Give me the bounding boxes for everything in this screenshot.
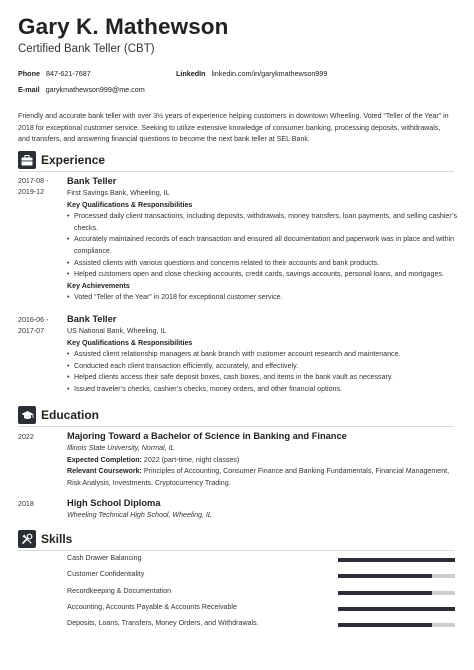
- job-1: [67, 175, 457, 304]
- education-section-header: [18, 406, 99, 424]
- contact-email-value[interactable]: garykmathewson999@me.com: [45, 85, 145, 94]
- education-1-completion-value: 2022 (part-time, night classes): [143, 455, 240, 464]
- skill-level-fill: [338, 623, 432, 627]
- skill-name: Customer Confidentiality: [67, 570, 145, 579]
- job-1-achievements-label: Key Achievements: [67, 281, 130, 290]
- job-1-qualifications-label: Key Qualifications & Responsibilities: [67, 200, 193, 209]
- summary-paragraph: Friendly and accurate bank teller with over 3½ years of experience helping customers in downtown Wheeling. Voted “Teller of the Year” in 2018 for exceptional customer service. Seeking to utilize extensive knowledge of consumer banking, processing deposits, withdrawals, and transfers, and answering financial questions to become the next bank teller at SEL Bank.: [18, 112, 449, 144]
- contact-phone: [18, 69, 91, 78]
- list-item: • Assisted client relationship managers at bank branch with customer account research and maintenance.: [67, 349, 457, 361]
- skill-level-bar: [338, 591, 455, 595]
- job-2-role: Bank Teller: [67, 314, 117, 324]
- job-2-dates: [18, 315, 58, 337]
- education-2-date: 2018: [18, 500, 34, 508]
- job-1-dates: [18, 176, 58, 198]
- job-2: [67, 313, 457, 396]
- resume-job-title: Certified Bank Teller (CBT): [18, 43, 155, 55]
- experience-section-header: [18, 151, 105, 169]
- skill-level-fill: [338, 574, 432, 578]
- job-1-role: Bank Teller: [67, 176, 117, 186]
- contact-email-label: E-mail: [18, 85, 40, 94]
- skill-row: [67, 601, 455, 617]
- skill-level-fill: [338, 607, 455, 611]
- list-item: • Voted “Teller of the Year” in 2018 for exceptional customer service.: [67, 292, 457, 304]
- job-2-date-end: 2017-07: [18, 327, 45, 335]
- skill-row: [67, 617, 455, 633]
- skill-level-bar: [338, 558, 455, 562]
- skill-level-bar: [338, 623, 455, 627]
- skills-divider: [18, 550, 454, 551]
- contact-email: [18, 85, 145, 94]
- education-1-coursework-label: Relevant Coursework:: [67, 467, 142, 476]
- contact-phone-value: 847-621-7687: [45, 69, 91, 78]
- job-1-bullets: [67, 211, 457, 281]
- education-heading: Education: [41, 408, 100, 422]
- contact-phone-label: Phone: [18, 69, 40, 78]
- contact-linkedin-value[interactable]: linkedin.com/in/garykmathewson999: [211, 69, 328, 78]
- education-1-degree: Majoring Toward a Bachelor of Science in Banking and Finance: [67, 431, 347, 441]
- education-1-coursework-value: Principles of Accounting, Consumer Finance and Banking Fundamentals, Financial Management, Risk Analysis, Investments, Cryptocurrency Trading.: [67, 467, 450, 487]
- resume-name: Gary K. Mathewson: [18, 14, 229, 39]
- job-1-org: First Savings Bank, Wheeling, IL: [67, 189, 170, 197]
- skill-row: [67, 568, 455, 584]
- list-item: • Helped customers open and close checking accounts, credit cards, savings accounts, personal loans, and mortgages.: [67, 269, 457, 281]
- job-1-achievements: [67, 292, 457, 304]
- skill-name: Deposits, Loans, Transfers, Money Orders, and Withdrawals.: [67, 619, 259, 628]
- job-2-org: US National Bank, Wheeling, IL: [67, 327, 167, 335]
- education-1-date: 2022: [18, 433, 34, 441]
- list-item: • Issued traveler’s checks, cashier’s checks, money orders, and other financial options.: [67, 384, 457, 396]
- skills-heading: Skills: [41, 532, 73, 546]
- education-1: [67, 430, 457, 489]
- job-2-bullets: [67, 349, 457, 395]
- skills-section-header: [18, 530, 72, 548]
- education-1-coursework: [67, 466, 457, 489]
- list-item: • Helped clients access their safe deposit boxes, cash boxes, and items in the bank vault as necessary.: [67, 372, 457, 384]
- skill-level-bar: [338, 607, 455, 611]
- tools-icon: [18, 530, 36, 548]
- education-divider: [18, 426, 454, 427]
- education-2: [67, 497, 457, 522]
- education-2-school: Wheeling Technical High School, Wheeling, IL: [67, 511, 212, 519]
- experience-divider: [18, 171, 454, 172]
- education-2-degree: High School Diploma: [67, 498, 161, 508]
- list-item: • Accurately maintained records of each transaction and ensured all documentation and paperwork was in place and within compliance.: [67, 234, 457, 257]
- skill-level-fill: [338, 558, 455, 562]
- skill-name: Cash Drawer Balancing: [67, 554, 142, 562]
- skill-level-fill: [338, 591, 432, 595]
- job-2-date-start: 2016-06 -: [18, 316, 49, 324]
- job-1-date-end: 2019-12: [18, 188, 45, 196]
- skill-name: Accounting, Accounts Payable & Accounts Receivable: [67, 602, 237, 611]
- list-item: • Processed daily client transactions, including deposits, withdrawals, money transfers, loan payments, and selling cashier’s checks.: [67, 211, 457, 234]
- skill-row: [67, 552, 455, 568]
- education-1-school: Illinois State University, Normal, IL: [67, 444, 175, 452]
- job-2-qualifications-label: Key Qualifications & Responsibilities: [67, 338, 193, 347]
- job-1-date-start: 2017-08 -: [18, 177, 49, 185]
- contact-linkedin-label: LinkedIn: [176, 69, 206, 78]
- list-item: • Conducted each client transaction efficiently, accurately, and effectively.: [67, 361, 457, 373]
- list-item: • Assisted clients with various questions and concerns related to their accounts and bank products.: [67, 258, 457, 270]
- skill-row: [67, 585, 455, 601]
- skill-name: Recordkeeping & Documentation: [67, 586, 172, 595]
- graduation-cap-icon: [18, 406, 36, 424]
- experience-heading: Experience: [41, 153, 106, 167]
- skill-level-bar: [338, 574, 455, 578]
- contact-linkedin: [176, 69, 327, 78]
- education-1-completion-label: Expected Completion:: [67, 455, 142, 464]
- education-1-completion: [67, 455, 457, 467]
- briefcase-icon: [18, 151, 36, 169]
- skills-list: [67, 552, 455, 633]
